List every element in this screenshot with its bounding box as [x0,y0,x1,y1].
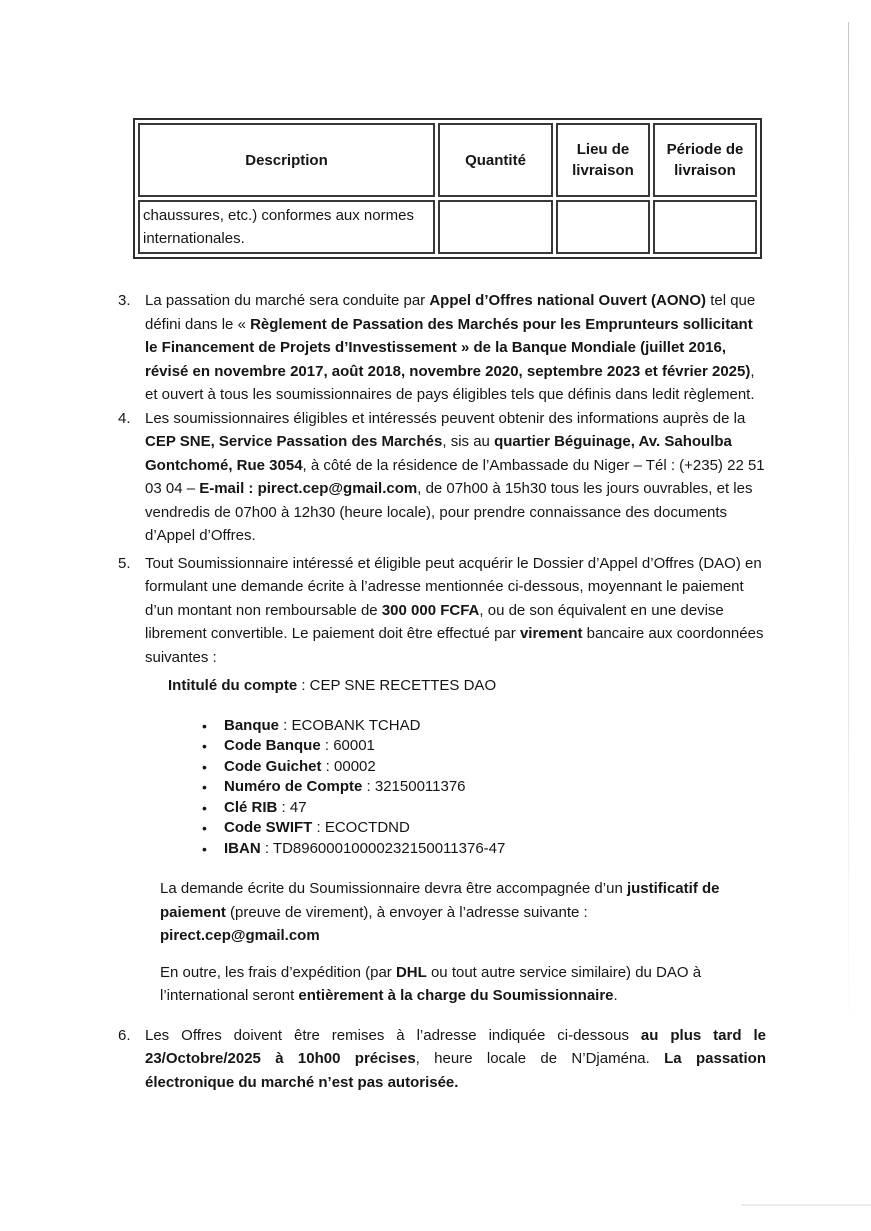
list-item-5 [118,552,766,1008]
bank-detail-text: Code SWIFT : ECOCTDND [224,819,410,836]
table-header-delivery-place: Lieu de livraison [556,123,650,197]
bank-detail-text: Clé RIB : 47 [224,798,307,816]
list-number: 5. [118,554,131,572]
bank-detail-cle-rib [145,798,766,819]
paragraph-information-contact: Les soumissionnaires éligibles et intéressés peuvent obtenir des informations auprès de la CEP SNE, Service Passation des Marchés, sis au quartier Béguinage, Av. Sahoulba Gontchomé, Rue 3054, à côté de la résidence de l’Ambassade du Niger – Tél : (+235) 22 51 03 04 – E-mail : pirect.cep@gmail.com, de 07h00 à 15h30 tous les jours ouvrables, et les vendredis de 07h00 à 12h30 (heure locale), pour prendre connaissance des documents d’Appel d’Offres. [145,409,765,544]
payment-proof-text: La demande écrite du Soumissionnaire devra être accompagnée d’un justificatif de paiement (preuve de virement), à envoyer à l’adresse suivante : [160,880,720,921]
bank-details-list [145,716,766,860]
bank-detail-text: IBAN : TD89600010000232150011376-47 [224,839,506,857]
bank-detail-numero-compte [145,777,766,798]
table-header-row [138,123,757,197]
list-number: 3. [118,292,131,309]
list-number: 6. [118,1026,131,1044]
table-header-quantity: Quantité [438,123,553,197]
bank-detail-text: Code Banque : 60001 [224,737,375,754]
payment-proof-note [145,877,766,948]
list-item-6 [118,1024,766,1095]
table-row [138,200,757,254]
table-header-description: Description [138,123,435,197]
list-number: 4. [118,409,131,427]
bullet-icon: • [202,717,207,734]
table-cell-description: chaussures, etc.) conformes aux normes internationales. [138,200,435,254]
bullet-icon: • [202,840,207,857]
table-cell-quantity [438,200,553,254]
bank-detail-code-guichet [145,757,766,778]
bank-detail-text: Banque : ECOBANK TCHAD [224,716,421,734]
paragraph-procurement-method: La passation du marché sera conduite par Appel d’Offres national Ouvert (AONO) tel que défini dans le « Règlement de Passation des Marchés pour les Emprunteurs sollicitant le Financement de Projets d’Investissement » de la Banque Mondiale (juillet 2016, révisé en novembre 2017, août 2018, novembre 2020, septembre 2023 et février 2025), et ouvert à tous les soumissionnaires de pays éligibles tels que définis dans ledit règlement. [145,292,756,403]
bullet-icon: • [202,779,207,795]
paragraph-submission-deadline: Les Offres doivent être remises à l’adresse indiquée ci-dessous au plus tard le 23/Octobre/2025 à 10h00 précises, heure locale de N’Djaména. La passation électronique du marché n’est pas autorisée. [145,1026,767,1091]
bank-detail-text: Numéro de Compte : 32150011376 [224,778,466,795]
bullet-icon: • [202,758,207,775]
account-title-line: Intitulé du compte : CEP SNE RECETTES DAO [168,677,497,694]
delivery-table [133,118,762,259]
bullet-icon: • [202,820,207,836]
table-header-delivery-period: Période de livraison [653,123,757,197]
table-cell-delivery-place [556,200,650,254]
bank-detail-code-swift [145,818,766,839]
bank-detail-iban [145,839,766,860]
scan-artifact-vertical-line [848,22,849,1042]
bullet-icon: • [202,738,207,754]
shipping-cost-note: En outre, les frais d’expédition (par DHL ou tout autre service similaire) du DAO à l’international seront entièrement à la charge du Soumissionnaire. [160,963,702,1004]
bullet-icon: • [202,799,207,816]
payment-email: pirect.cep@gmail.com [160,927,320,944]
paragraph-dao-acquisition: Tout Soumissionnaire intéressé et éligible peut acquérir le Dossier d’Appel d’Offres (DAO) en formulant une demande écrite à l’adresse mentionnée ci-dessous, moyennant le paiement d’un montant non remboursable de 300 000 FCFA, ou de son équivalent en une devise librement convertible. Le paiement doit être effectué par virement bancaire aux coordonnées suivantes : [145,554,764,666]
bank-detail-banque [145,716,766,737]
scan-artifact-horizontal-line [741,1204,871,1206]
notice-body [118,289,766,1094]
list-item-4 [118,407,766,548]
bank-detail-code-banque [145,736,766,757]
table-cell-delivery-period [653,200,757,254]
list-item-3 [118,289,766,407]
bank-detail-text: Code Guichet : 00002 [224,757,376,775]
